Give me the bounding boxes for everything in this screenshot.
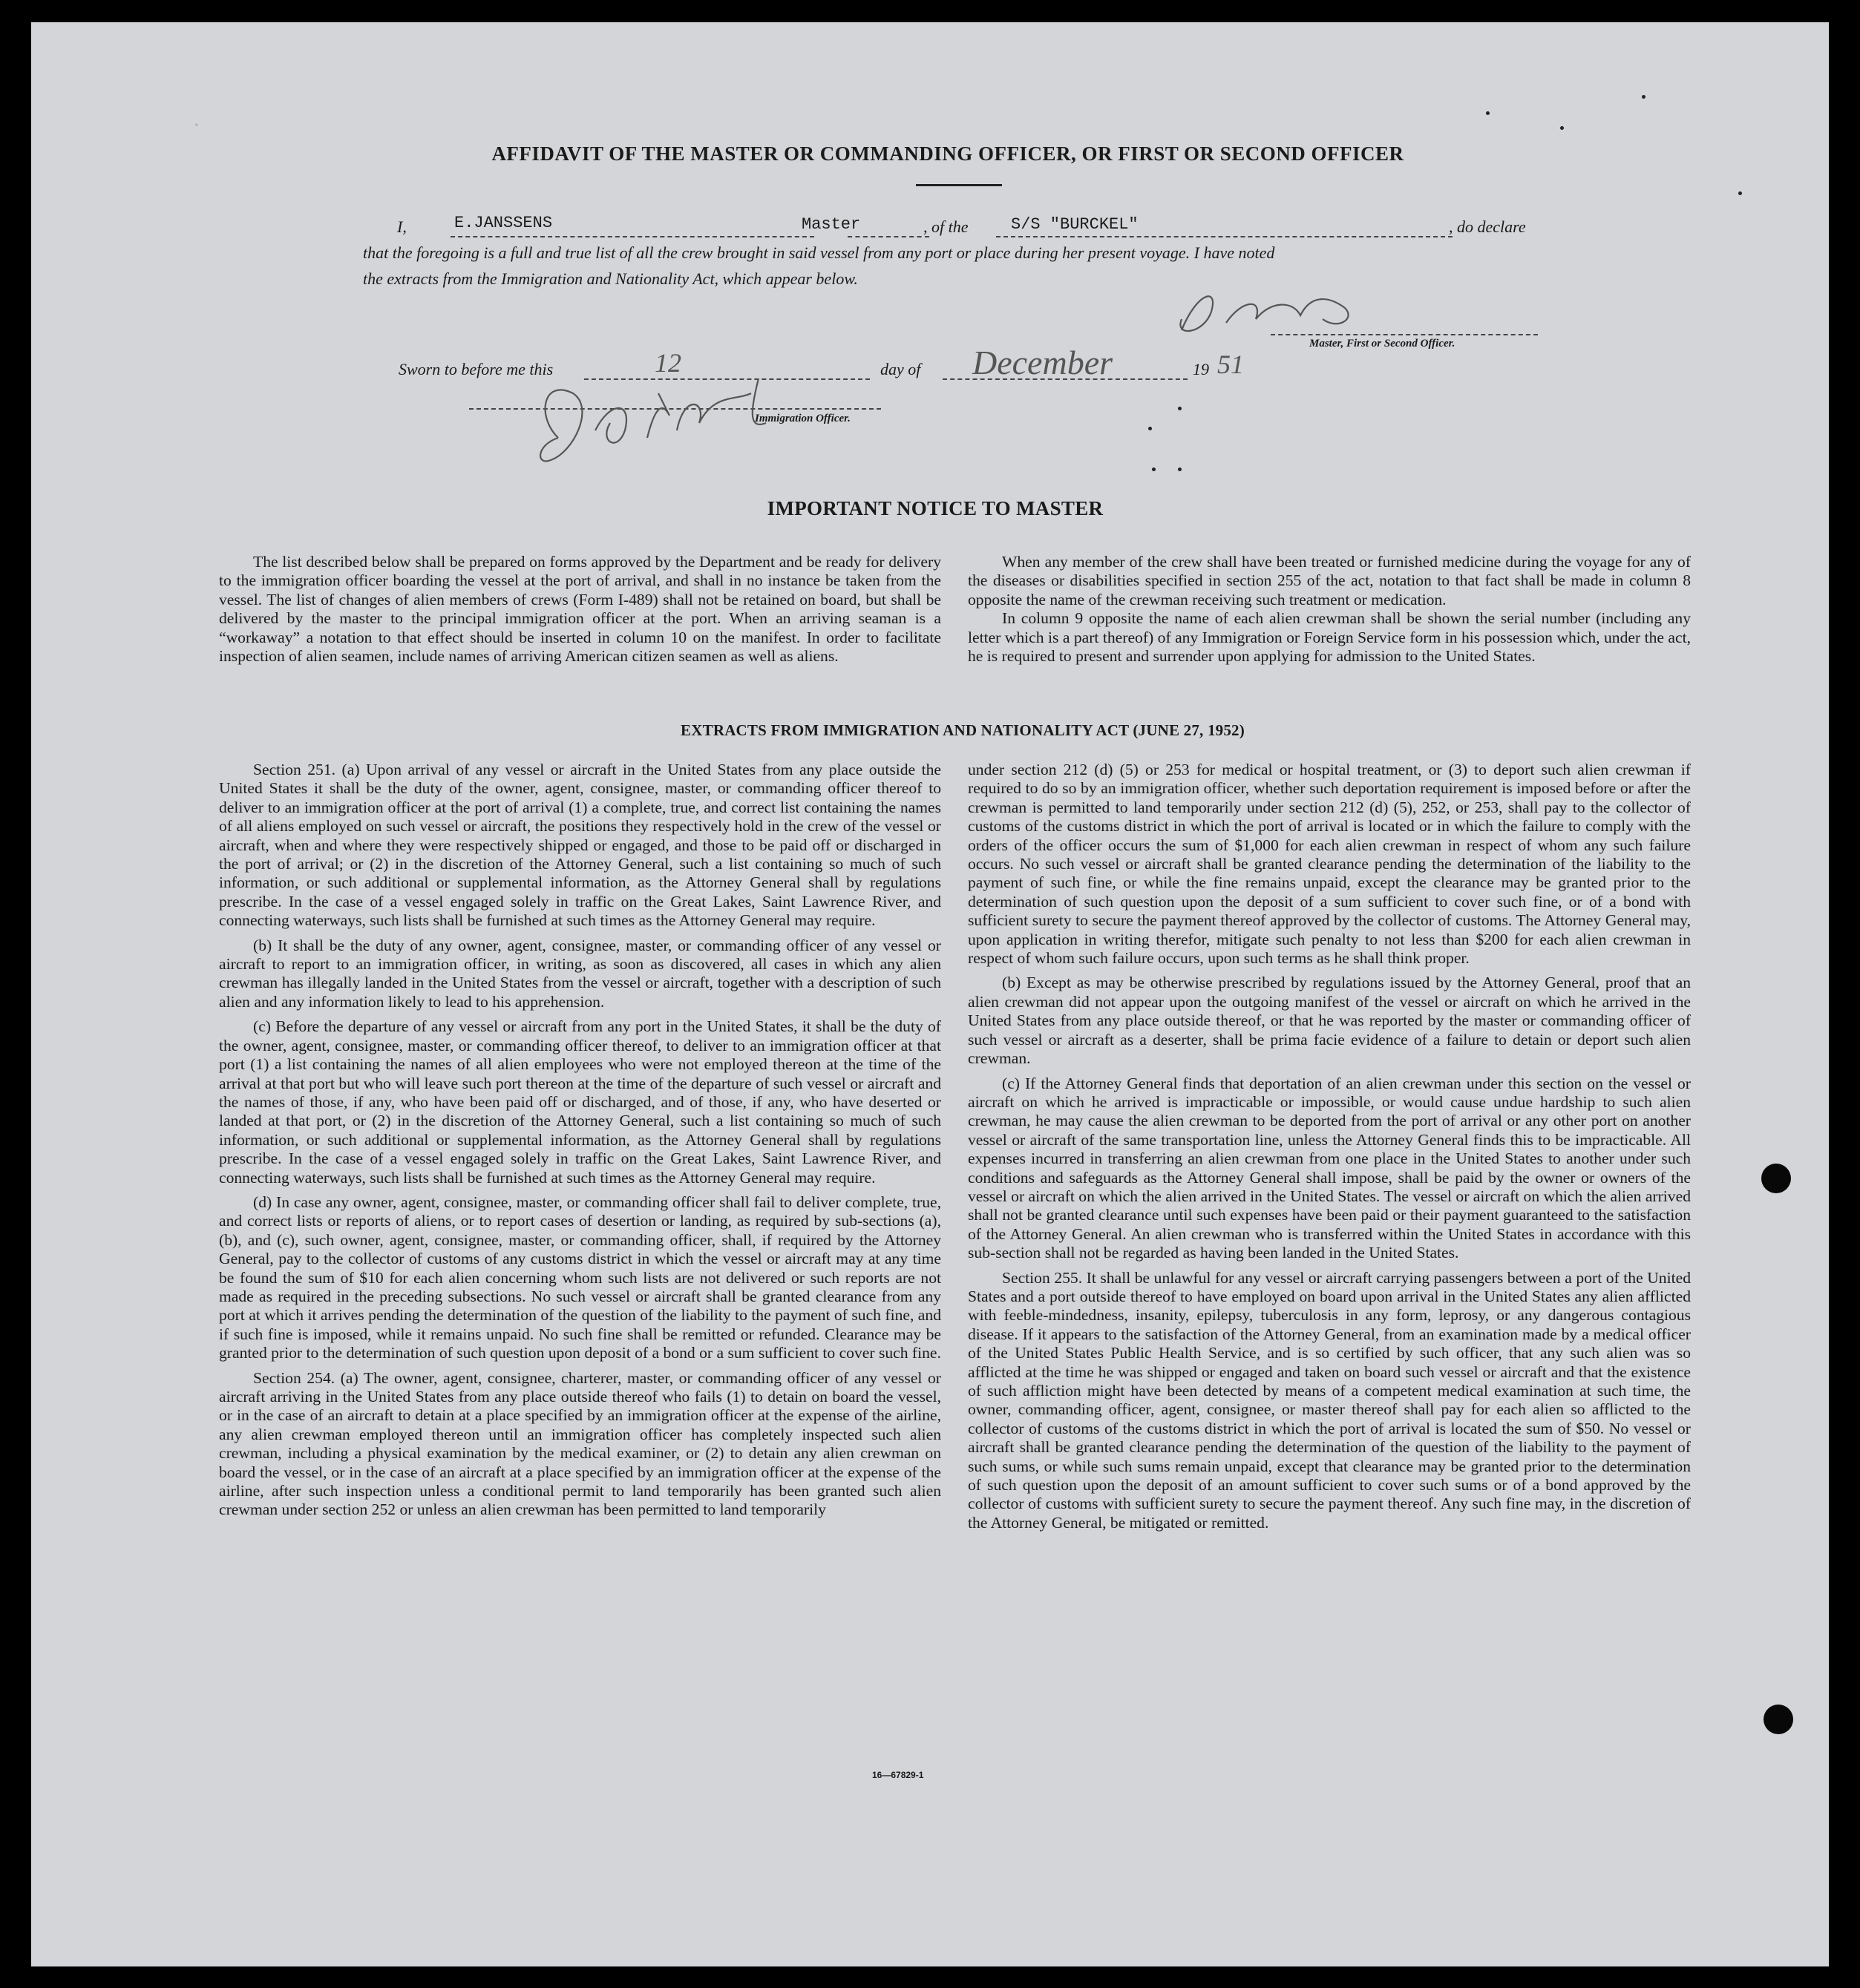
speck [1486,111,1490,115]
notice-left-paragraph: The list described below shall be prepared on forms approved by the Department and be ready for delivery to the immigration officer boarding the vessel at the port of arrival, and shall in no instance be taken from the vessel. The list of changes of alien members of crews (Form I-489) shall not be retained on board, but shall be delivered by the master to the principal immigration officer at the port. When an arriving seaman is a “workaway” a notation to that effect should be inserted in column 10 on the manifest. In order to facilitate inspection of alien seamen, include names of arriving American citizen seamen as well as aliens. [219,553,941,666]
notice-heading: IMPORTANT NOTICE TO MASTER [767,497,1104,519]
bleed-through-text: . [194,111,199,130]
master-signature [1152,278,1375,345]
year-prefix: 19 [1193,360,1209,378]
extracts-left-column [219,761,941,1526]
section-251b: (b) It shall be the duty of any owner, agent, consignee, master, or commanding officer of any vessel or aircraft to report to an immigration officer, in writing, as soon as discovered, all cases in which any alien crewman has illegally landed in the United States from the vessel or aircraft, together with a description of such alien and any information likely to lead to his apprehension. [219,936,941,1011]
speck [1152,468,1156,471]
vessel-name: S/S "BURCKEL" [1011,215,1139,234]
day-value: 12 [655,348,681,378]
section-254c: (c) If the Attorney General finds that deportation of an alien crewman under this section on the vessel or aircraft on which he arrived is impracticable or impossible, or would cause undue hardship to such alien crewman, he may cause the alien crewman to be deported from the port of arrival or any other port on another vessel or aircraft of the same transportation line, unless the Attorney General finds this to be impracticable. All expenses incurred in transferring an alien crewman from one place in the United States to another under such conditions and safeguards as the Attorney General shall impose, shall be paid by the owner or owners of the vessel or aircraft on which the alien arrived in the United States. The vessel or aircraft on which the alien arrived shall not be granted clearance until such expenses have been paid or their payment guaranteed to the satisfaction of the Attorney General. An alien crewman who is transferred within the United States in accordance with this sub-section shall not be regarded as having been landed in the United States. [968,1074,1691,1262]
speck [1642,95,1645,99]
document-page [31,22,1829,1966]
master-name: E.JANSSENS [454,214,553,232]
section-254a-continued: under section 212 (d) (5) or 253 for medical or hospital treatment, or (3) to deport such alien crewman if required to do so by an immigration officer, whether such deportation requirement is imposed before or after the crewman is permitted to land temporarily under section 212 (d) (5), 252, or 253, shall pay to the collector of customs of the customs district in which the port of arrival is located or in which the failure to comply with the orders of the officer occurs the sum of $1,000 for each alien crewman in respect of whom any such failure occurs. No such vessel or aircraft shall be granted clearance pending the determination of the liability to the payment of such fine, or while the fine remains unpaid, except the clearance may be granted prior to the determination of such question upon the deposit of a sum sufficient to cover such fine, or of a bond with sufficient surety to secure the payment thereof approved by the collector of customs. The Attorney General may, upon application in writing therefor, mitigate such penalty to not less than $200 for each alien crewman in respect of whom such failure occurs, upon such terms as he shall think proper. [968,761,1691,968]
extracts-right-column [968,761,1691,1538]
title-rule [916,184,1002,186]
speck [1148,427,1152,430]
do-declare-label: , do declare [1449,217,1526,236]
rank-line [848,236,929,237]
extracts-heading: EXTRACTS FROM IMMIGRATION AND NATIONALITY ACT (JUNE 27, 1952) [681,721,1245,739]
section-251a: Section 251. (a) Upon arrival of any vessel or aircraft in the United States from any place outside the United States it shall be the duty of the owner, agent, consignee, master, or commanding officer thereof to deliver to an immigration officer at the port of arrival (1) a complete, true, and correct list containing the names of all aliens employed on such vessel or aircraft, the positions they respectively hold in the crew of the vessel or aircraft, when and where they were respectively shipped or engaged, and those to be paid off or discharged in the port of arrival; or (2) in the discretion of the Attorney General, such a list containing so much of such information, or such additional or supplemental information, as the Attorney General shall by regulations prescribe. In the case of a vessel engaged solely in traffic on the Great Lakes, Saint Lawrence River, and connecting waterways, such lists shall be furnished at such times as the Attorney General may require. [219,761,941,930]
notice-right-paragraph-1: When any member of the crew shall have been treated or furnished medicine during the voyage for any of the diseases or disabilities specified in section 255 of the act, notation to that fact shall be made in column 8 opposite the name of the crewman receiving such treatment or medication. [968,553,1691,608]
notice-right-column [968,553,1691,672]
affidavit-title: AFFIDAVIT OF THE MASTER OR COMMANDING OFFICER, OR FIRST OR SECOND OFFICER [491,142,1404,165]
speck [1560,126,1564,130]
section-254a-start: Section 254. (a) The owner, agent, consignee, charterer, master, or commanding officer of any vessel or aircraft arriving in the United States from any place outside thereof who fails (1) to detain on board the vessel, or in the case of an aircraft to detain at a place specified by an immigration officer at the expense of the airline, any alien crewman employed thereon until an immigration officer has completely inspected such alien crewman, including a physical examination by the medical examiner, or (2) to detain any alien crewman on board the vessel, or in the case of an aircraft at a place specified by an immigration officer at the expense of the airline, after such inspection unless a conditional permit to land temporarily has been granted such alien crewman under section 252 or unless an alien crewman has been permitted to land temporarily [219,1368,941,1519]
rank: Master [802,215,861,234]
vessel-line [996,236,1453,237]
of-the-label: , of the [923,217,969,236]
declaration-line-3: the extracts from the Immigration and Nationality Act, which appear below. [363,269,858,288]
sworn-label: Sworn to before me this [399,360,554,378]
section-251d: (d) In case any owner, agent, consignee, master, or commanding officer shall fail to deliver complete, true, and correct lists or reports of aliens, or to report cases of desertion or landing, as required by sub-sections (a), (b), and (c), such owner, agent, consignee, master, or commanding officer, shall, if required by the Attorney General, pay to the collector of customs of any customs district in which the vessel or aircraft may at any time be found the sum of $10 for each alien concerning whom such lists are not delivered or such reports are not made as required in the preceding subsections. No such vessel or aircraft shall be granted clearance from any port at which it arrives pending the determination of the question of the liability to the payment of such fine, and if such fine is imposed, while it remains unpaid. No such fine shall be remitted or refunded. Clearance may be granted prior to the determination of such question upon deposit of a bond or a sum sufficient to cover such fine. [219,1193,941,1362]
declaration-line-2: that the foregoing is a full and true list of all the crew brought in said vessel from any port or place during her present voyage. I have noted [363,243,1275,262]
punch-hole-upper [1761,1164,1791,1193]
speck [1738,191,1742,195]
section-251c: (c) Before the departure of any vessel or aircraft from any port in the United States, it shall be the duty of the owner, agent, consignee, master, or commanding officer thereof, to deliver to an immigration officer at that port (1) a list containing the names of all alien employees who were not employed thereon at the time of the arrival at that port but who will leave such port thereon at the time of the departure of such vessel or aircraft and the names of those, if any, who have been paid off or discharged, and of those, if any, who have deserted or landed at that port, or (2) in the discretion of the Attorney General, such a list containing so much of such information, or such additional or supplemental information, as the Attorney General shall by regulations prescribe. In the case of a vessel engaged solely in traffic on the Great Lakes, Saint Lawrence River, and connecting waterways, such lists shall be furnished at such times as the Attorney General may require. [219,1017,941,1187]
section-255: Section 255. It shall be unlawful for any vessel or aircraft carrying passengers between a port of the United States and a port outside thereof to have employed on board upon arrival in the United States any alien afflicted with feeble-mindedness, insanity, epilepsy, tuberculosis in any form, leprosy, or any dangerous contagious disease. If it appears to the satisfaction of the Attorney General, from an examination made by a medical officer of the United States Public Health Service, and is so certified by such officer, that any such alien was so afflicted at the time he was shipped or engaged and taken on board such vessel or aircraft and that the existence of such affliction might have been detected by means of a competent medical examination at such time, the owner, commanding officer, agent, consignee, or master thereof shall pay for each alien so afflicted to the collector of customs of the customs district in which the port of arrival is located the sum of $50. No vessel or aircraft shall be granted clearance pending the determination of the question of the liability to the payment of such sums, or while such sums remain unpaid, except that clearance may be granted prior to the determination of such question upon the deposit of an amount sufficient to cover such sums or of a bond approved by the collector of customs with sufficient surety to secure the payment thereof. Any such fine may, in the discretion of the Attorney General, be mitigated or remitted. [968,1268,1691,1532]
year-value: 51 [1217,350,1244,379]
officer-signature [528,349,796,475]
master-signature-label: Master, First or Second Officer. [1309,338,1455,350]
declare-i: I, [397,217,407,236]
day-of-label: day of [880,360,921,378]
section-254b: (b) Except as may be otherwise prescribed by regulations issued by the Attorney General, proof that an alien crewman did not appear upon the outgoing manifest of the vessel or aircraft on which he arrived in the United States from any place outside thereof, or that he was reported by the master or commanding officer of such vessel or aircraft as a deserter, shall be prima facie evidence of a failure to detain or deport such alien crewman. [968,974,1691,1068]
speck [1178,407,1182,410]
officer-signature-label: Immigration Officer. [755,413,851,424]
form-code: 16—67829-1 [872,1770,924,1780]
notice-left-column [219,553,941,672]
month-value: December [972,344,1113,381]
name-line [451,236,814,237]
speck [1178,468,1182,471]
notice-right-paragraph-2: In column 9 opposite the name of each alien crewman shall be shown the serial number (including any letter which is a part thereof) of any Immigration or Foreign Service form in his possession which, under the act, he is required to present and surrender upon applying for admission to the United States. [968,609,1691,666]
punch-hole-lower [1764,1705,1793,1734]
